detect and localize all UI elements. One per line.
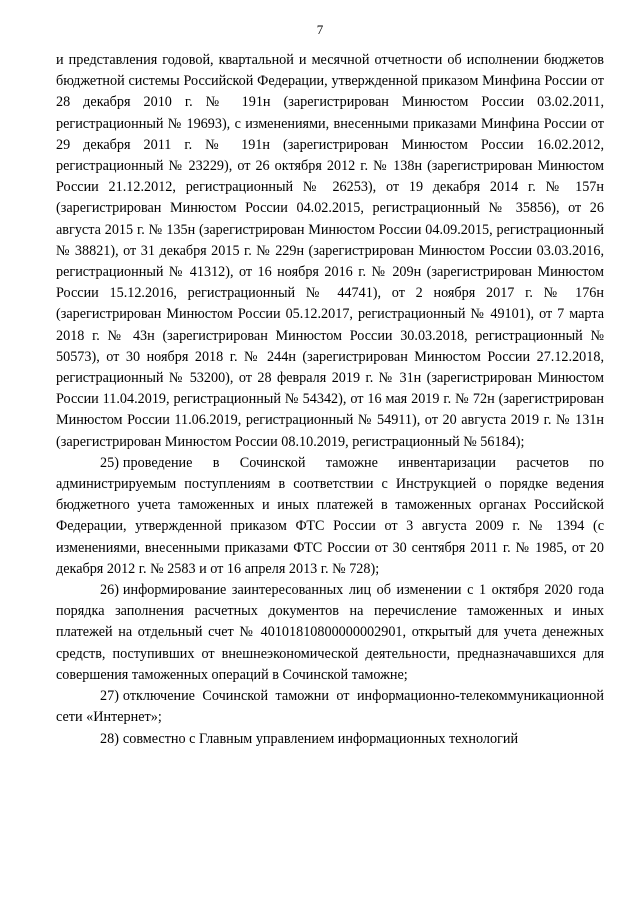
list-item-text: отключение Сочинской таможни от информационно-телекоммуникационной сети «Интернет»; <box>56 688 604 726</box>
list-item-text: совместно с Главным управлением информационных технологий <box>122 730 519 747</box>
list-item-number: 25) <box>100 454 119 471</box>
list-item-text: проведение в Сочинской таможне инвентаризации расчетов по администрируемым поступлениям в соответствии с Инструкцией о порядке ведения бюджетного учета таможенных и иных платежей в таможенных органах Российской Федерации, утвержденной приказом ФТС России от 3 августа 2009 г. № 1394 (с изменениями, внесенными приказами ФТС России от 30 сентября 2011 г. № 1985, от 20 декабря 2012 г. № 2583 и от 16 апреля 2013 г. № 728); <box>56 454 604 577</box>
list-item-text: информирование заинтересованных лиц об изменении с 1 октября 2020 года порядка заполнения расчетных документов на перечисление таможенных и иных платежей на отдельный счет № 40101810800000002901, открытый для учета денежных средств, поступивших от внешнеэкономической деятельности, предназначавшихся для совершения таможенных операций в Сочинской таможне; <box>56 582 604 683</box>
list-item-25 <box>56 453 604 580</box>
list-item-number: 28) <box>100 730 119 747</box>
list-item-number: 27) <box>100 688 119 705</box>
list-item-number: 26) <box>100 582 119 599</box>
page-number: 7 <box>316 22 324 37</box>
list-item-28 <box>56 729 604 750</box>
list-item-26 <box>56 580 604 686</box>
paragraph-text: и представления годовой, квартальной и месячной отчетности об исполнении бюджетов бюджетной системы Российской Федерации, утвержденной приказом Минфина России от 28 декабря 2010 г. № 191н (зарегистрирован Минюстом России 03.02.2011, регистрационный № 19693), с изменениями, внесенными приказами Минфина России от 29 декабря 2011 г. № 191н (зарегистрирован Минюстом России 16.02.2012, регистрационный № 23229), от 26 октября 2012 г. № 138н (зарегистрирован Минюстом России 21.12.2012, регистрационный № 26253), от 19 декабря 2014 г. № 157н (зарегистрирован Минюстом России 04.02.2015, регистрационный № 35856), от 26 августа 2015 г. № 135н (зарегистрирован Минюстом России 04.09.2015, регистрационный № 38821), от 31 декабря 2015 г. № 229н (зарегистрирован Минюстом России 03.03.2016, регистрационный № 41312), от 16 ноября 2016 г. № 209н (зарегистрирован Минюстом России 15.12.2016, регистрационный № 44741), от 2 ноября 2017 г. № 176н (зарегистрирован Минюстом России 05.12.2017, регистрационный № 49101), от 7 марта 2018 г. № 43н (зарегистрирован Минюстом России 30.03.2018, регистрационный № 50573), от 30 ноября 2018 г. № 244н (зарегистрирован Минюстом России 27.12.2018, регистрационный № 53200), от 28 февраля 2019 г. № 31н (зарегистрирован Минюстом России 11.04.2019, регистрационный № 54342), от 16 мая 2019 г. № 72н (зарегистрирован Минюстом России 11.06.2019, регистрационный № 54911), от 20 августа 2019 г. № 131н (зарегистрирован Минюстом России 08.10.2019, регистрационный № 56184); <box>56 52 604 450</box>
document-body <box>56 50 604 750</box>
list-item-27 <box>56 686 604 728</box>
paragraph-continuation <box>56 50 604 453</box>
